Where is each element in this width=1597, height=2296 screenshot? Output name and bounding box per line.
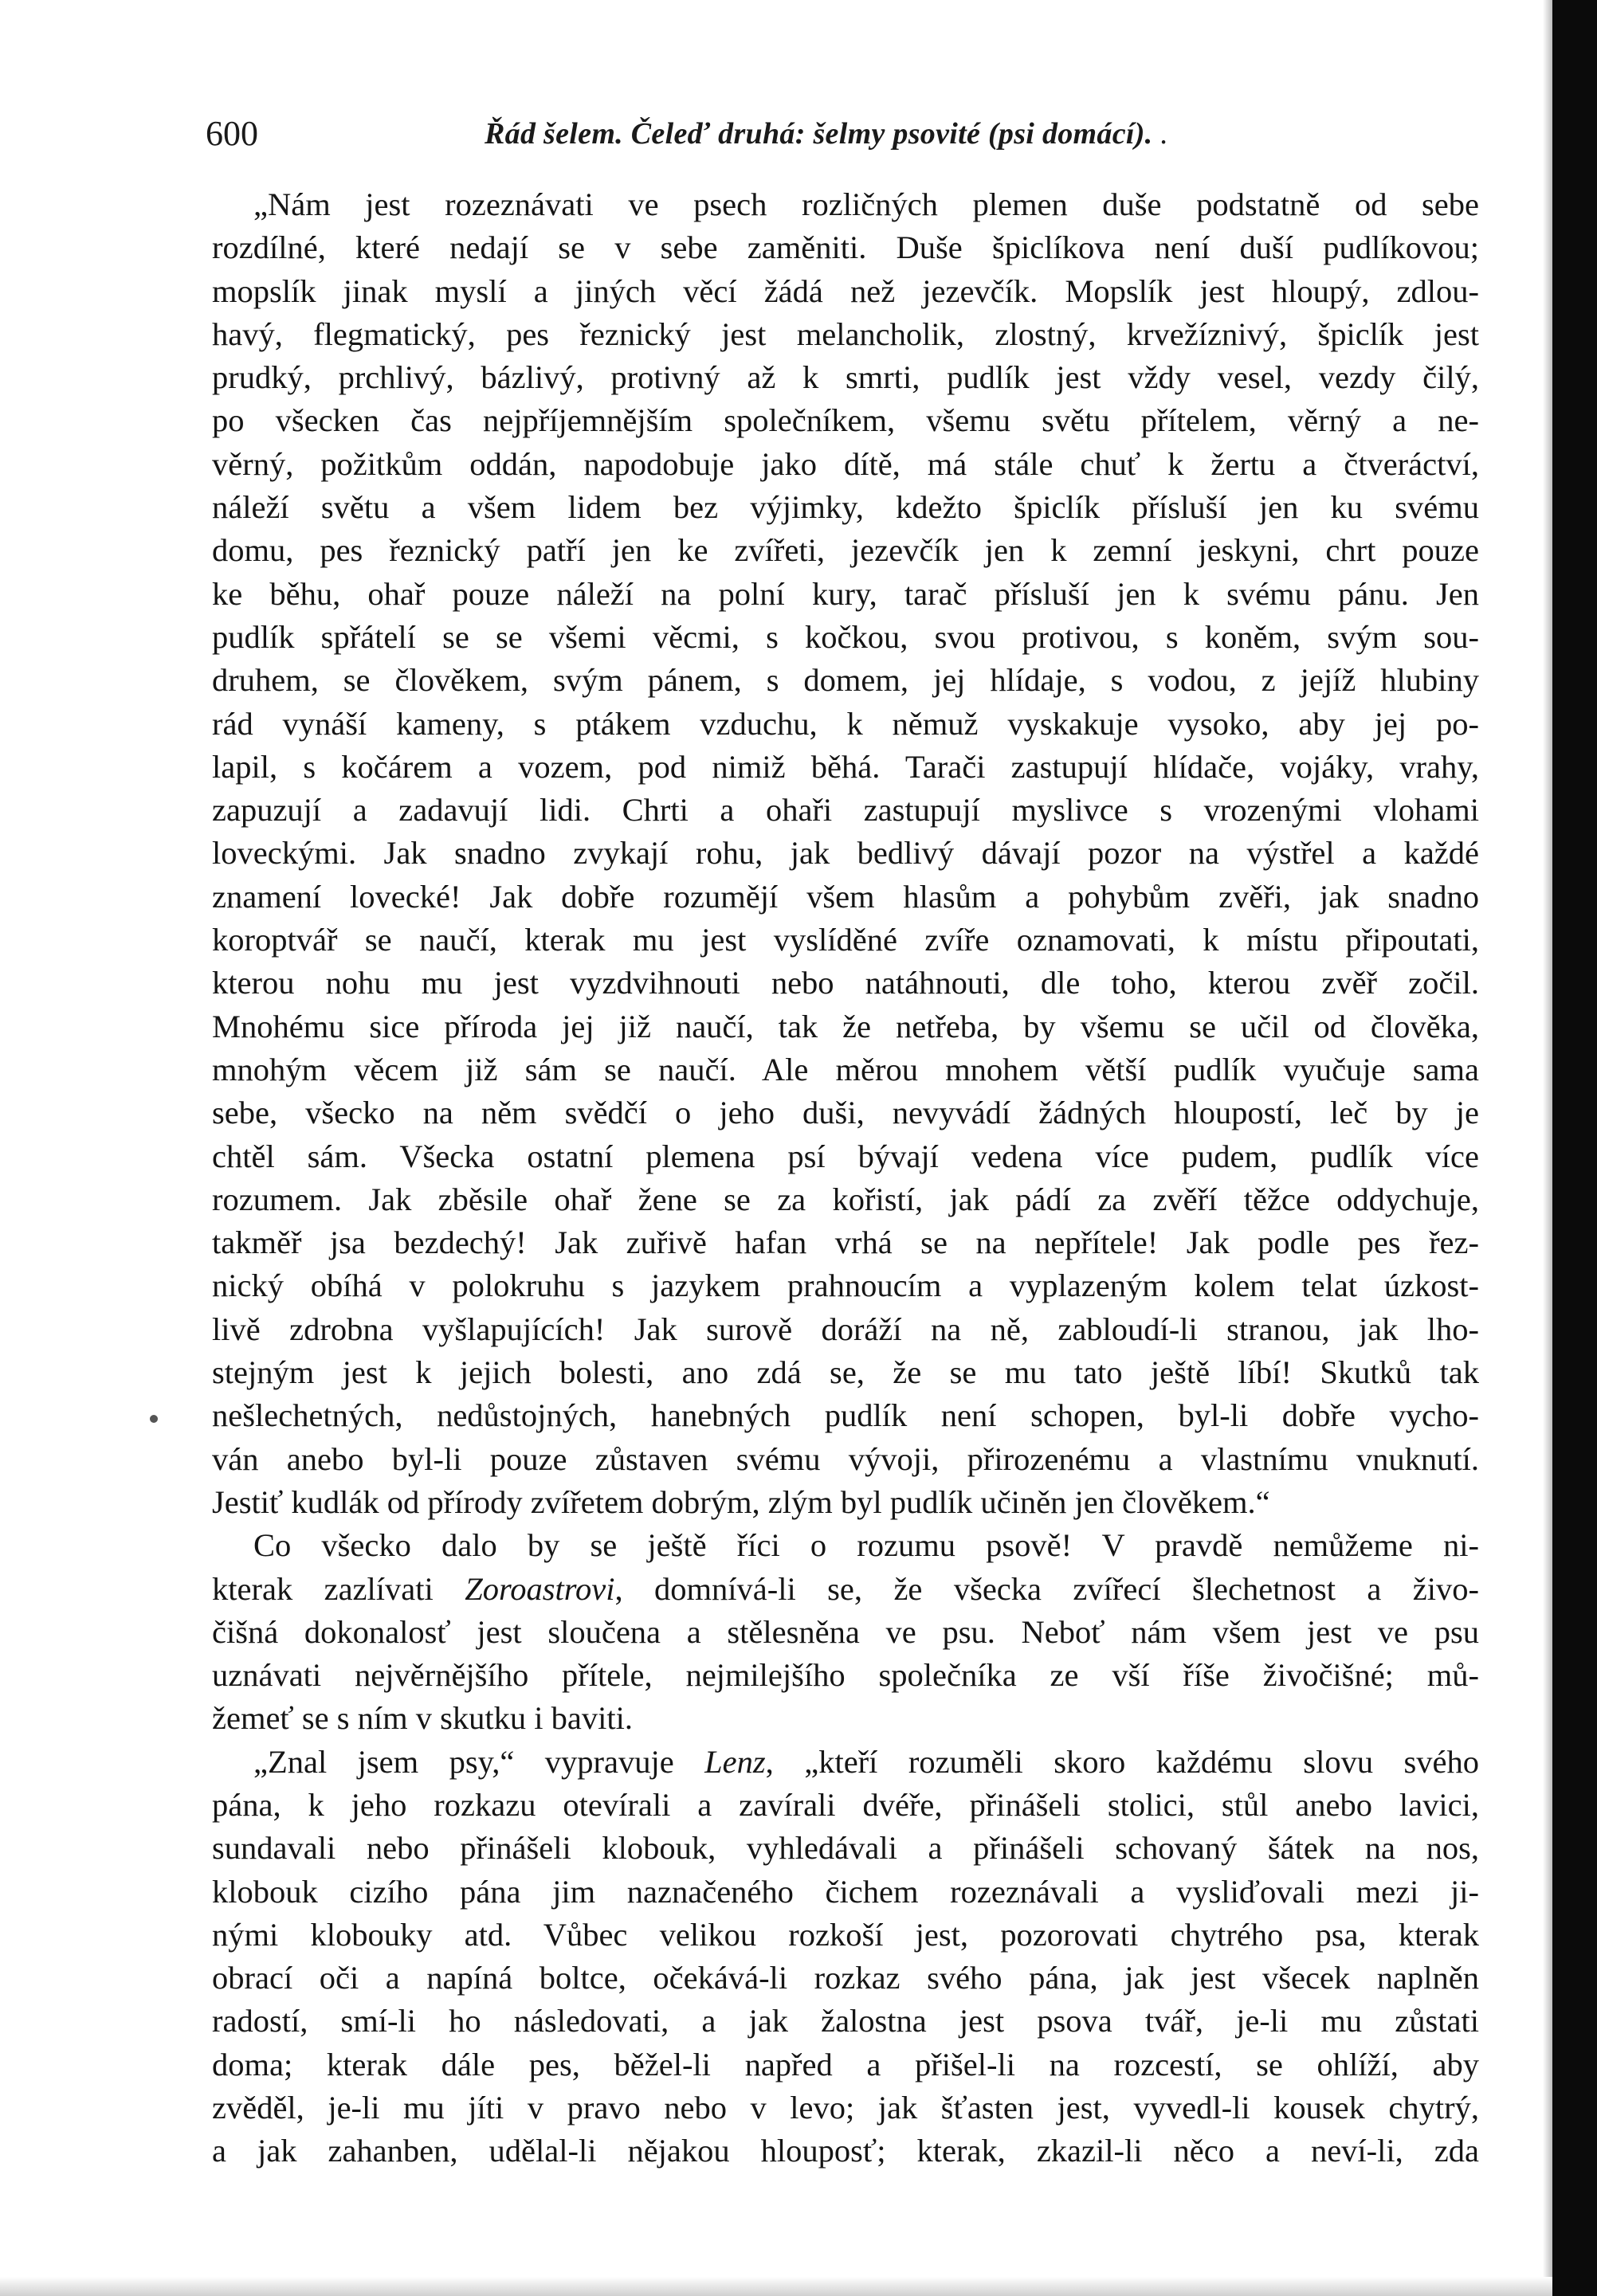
text-line: nešlechetných, nedůstojných, hanebných pudlík není schopen, byl-li dobře vycho- <box>212 1397 1479 1434</box>
text-line: mnohým věcem již sám se naučí. Ale měrou mnohem větší pudlík vyučuje sama <box>212 1051 1479 1087</box>
text-line: po všecken čas nejpříjemnějším společníkem, všemu světu přítelem, věrný a ne- <box>212 402 1479 439</box>
text-line: čišná dokonalosť jest sloučena a stělesněna ve psu. Neboť nám všem jest ve psu <box>212 1613 1479 1650</box>
running-head-text: Řád šelem. Čeleď druhá: šelmy psovité (psi domácí). <box>485 117 1153 151</box>
text-line: ván anebo byl-li pouze zůstaven svému vývoji, přirozenému a vlastnímu vnuknutí. <box>212 1440 1479 1477</box>
paragraph <box>212 1524 1479 1740</box>
text-line: uznávati nejvěrnějšího přítele, nejmilejšího společníka ze vší říše živočišné; mů- <box>212 1657 1479 1694</box>
text-line: doma; kterak dále pes, běžel-li napřed a přišel-li na rozcestí, se ohlíží, aby <box>212 2046 1479 2082</box>
text-line: Jestiť kudlák od přírody zvířetem dobrým, zlým byl pudlík učiněn jen člověkem.“ <box>212 1483 1270 1520</box>
text-line: „Nám jest rozeznávati ve psech rozličných plemen duše podstatně od sebe <box>253 186 1479 222</box>
text-line: stejným jest k jejich bolesti, ano zdá se, že se mu tato ještě líbí! Skutků tak <box>212 1354 1479 1391</box>
text-line: loveckými. Jak snadno zvykají rohu, jak bedlivý dávají pozor na výstřel a každé <box>212 835 1479 872</box>
text-line: radostí, smí-li ho následovati, a jak žalostna jest psova tvář, je-li mu zůstati <box>212 2003 1479 2039</box>
running-head-mark: . <box>1160 117 1169 151</box>
text-line: Co všecko dalo by se ještě říci o rozumu psově! V pravdě nemůžeme ni- <box>253 1527 1479 1564</box>
paragraph <box>212 1741 1479 2173</box>
text-line: znamení lovecké! Jak dobře rozumějí všem hlasům a pohybům zvěři, jak snadno <box>212 878 1479 915</box>
page-number: 600 <box>206 114 258 153</box>
text-line: rozumem. Jak zběsile ohař žene se za kořistí, jak pádí za zvěří těžce oddychuje, <box>212 1181 1479 1217</box>
text-line: druhem, se člověkem, svým pánem, s domem, jej hlídaje, s vodou, z jejíž hlubiny <box>212 662 1479 699</box>
text-line: pudlík spřátelí se se všemi věcmi, s kočkou, svou protivou, s koněm, svým sou- <box>212 618 1479 655</box>
paragraph <box>212 183 1479 1524</box>
page-edge-shadow <box>1543 0 1552 2296</box>
text-line: kterak zazlívati Zoroastrovi, domnívá-li se, že všecka zvířecí šlechetnost a živo- <box>212 1570 1479 1607</box>
scan-speck <box>150 1415 158 1423</box>
text-line: žemeť se s ním v skutku i baviti. <box>212 1700 633 1737</box>
text-line: domu, pes řeznický patří jen ke zvířeti, jezevčík jen k zemní jeskyni, chrt pouze <box>212 532 1479 569</box>
text-line: Mnohému sice příroda jej již naučí, tak že netřeba, by všemu se učil od člověka, <box>212 1008 1479 1044</box>
body-text <box>212 183 1479 2173</box>
text-line: prudký, prchlivý, bázlivý, protivný až k smrti, pudlík jest vždy vesel, vezdy čilý, <box>212 359 1479 396</box>
text-line: sebe, všecko na něm svědčí o jeho duši, nevyvádí žádných hloupostí, leč by je <box>212 1095 1479 1131</box>
text-line: kterou nohu mu jest vyzdvihnouti nebo natáhnouti, dle toho, kterou zvěř zočil. <box>212 965 1479 1001</box>
text-line: a jak zahanben, udělal-li nějakou hlouposť; kterak, zkazil-li něco a neví-li, zda <box>212 2133 1479 2169</box>
text-line: nými klobouky atd. Vůbec velikou rozkoší jest, pozorovati chytrého psa, kterak <box>212 1916 1479 1953</box>
scan-border-right <box>1552 0 1597 2296</box>
text-line: nický obíhá v polokruhu s jazykem prahnoucím a vyplazeným kolem telat úzkost- <box>212 1268 1479 1304</box>
text-line: mopslík jinak myslí a jiných věcí žádá než jezevčík. Mopslík jest hloupý, zdlou- <box>212 272 1479 309</box>
text-line: lapil, s kočárem a vozem, pod nimiž běhá. Tarači zastupují hlídače, vojáky, vrahy, <box>212 748 1479 785</box>
text-line: zapuzují a zadavují lidi. Chrti a ohaři zastupují myslivce s vrozenými vlohami <box>212 792 1479 829</box>
text-line: koroptvář se naučí, kterak mu jest vyslíděné zvíře oznamovati, k místu připoutati, <box>212 922 1479 958</box>
text-line: pána, k jeho rozkazu otevírali a zavírali dvéře, přinášeli stolici, stůl anebo lavici, <box>212 1786 1479 1823</box>
text-line: ke běhu, ohař pouze náleží na polní kury, tarač přísluší jen k svému pánu. Jen <box>212 575 1479 612</box>
text-line: livě zdrobna vyšlapujících! Jak surově doráží na ně, zabloudí-li stranou, jak lho- <box>212 1311 1479 1347</box>
text-line: věrný, požitkům oddán, napodobuje jako dítě, má stále chuť k žertu a čtveráctví, <box>212 445 1479 482</box>
text-line: rád vynáší kameny, s ptákem vzduchu, k němuž vyskakuje vysoko, aby jej po- <box>212 705 1479 742</box>
running-head <box>485 116 1168 151</box>
scan-border-bottom <box>0 2277 1552 2296</box>
text-line: chtěl sám. Všecka ostatní plemena psí bývají vedena více pudem, pudlík více <box>212 1138 1479 1174</box>
text-line: klobouk cizího pána jim naznačeného čichem rozeznávali a vysliďovali mezi ji- <box>212 1873 1479 1910</box>
text-line: havý, flegmatický, pes řeznický jest melancholik, zlostný, krvežíznivý, špiclík jest <box>212 315 1479 352</box>
text-line: sundavali nebo přinášeli klobouk, vyhledávali a přinášeli schovaný šátek na nos, <box>212 1830 1479 1867</box>
text-line: obrací oči a napíná boltce, očekává-li rozkaz svého pána, jak jest všecek naplněn <box>212 1960 1479 1996</box>
text-line: zvěděl, je-li mu jíti v pravo nebo v levo; jak šťasten jest, vyvedl-li kousek chytrý, <box>212 2090 1479 2126</box>
text-line: „Znal jsem psy,“ vypravuje Lenz, „kteří rozuměli skoro každému slovu svého <box>253 1743 1479 1780</box>
text-line: náleží světu a všem lidem bez výjimky, kdežto špiclík přísluší jen ku svému <box>212 489 1479 526</box>
text-line: takměř jsa bezdechý! Jak zuřivě hafan vrhá se na nepřítele! Jak podle pes řez- <box>212 1224 1479 1261</box>
page-header <box>206 113 1497 161</box>
text-line: rozdílné, které nedají se v sebe zaměniti. Duše špiclíkova není duší pudlíkovou; <box>212 229 1479 266</box>
